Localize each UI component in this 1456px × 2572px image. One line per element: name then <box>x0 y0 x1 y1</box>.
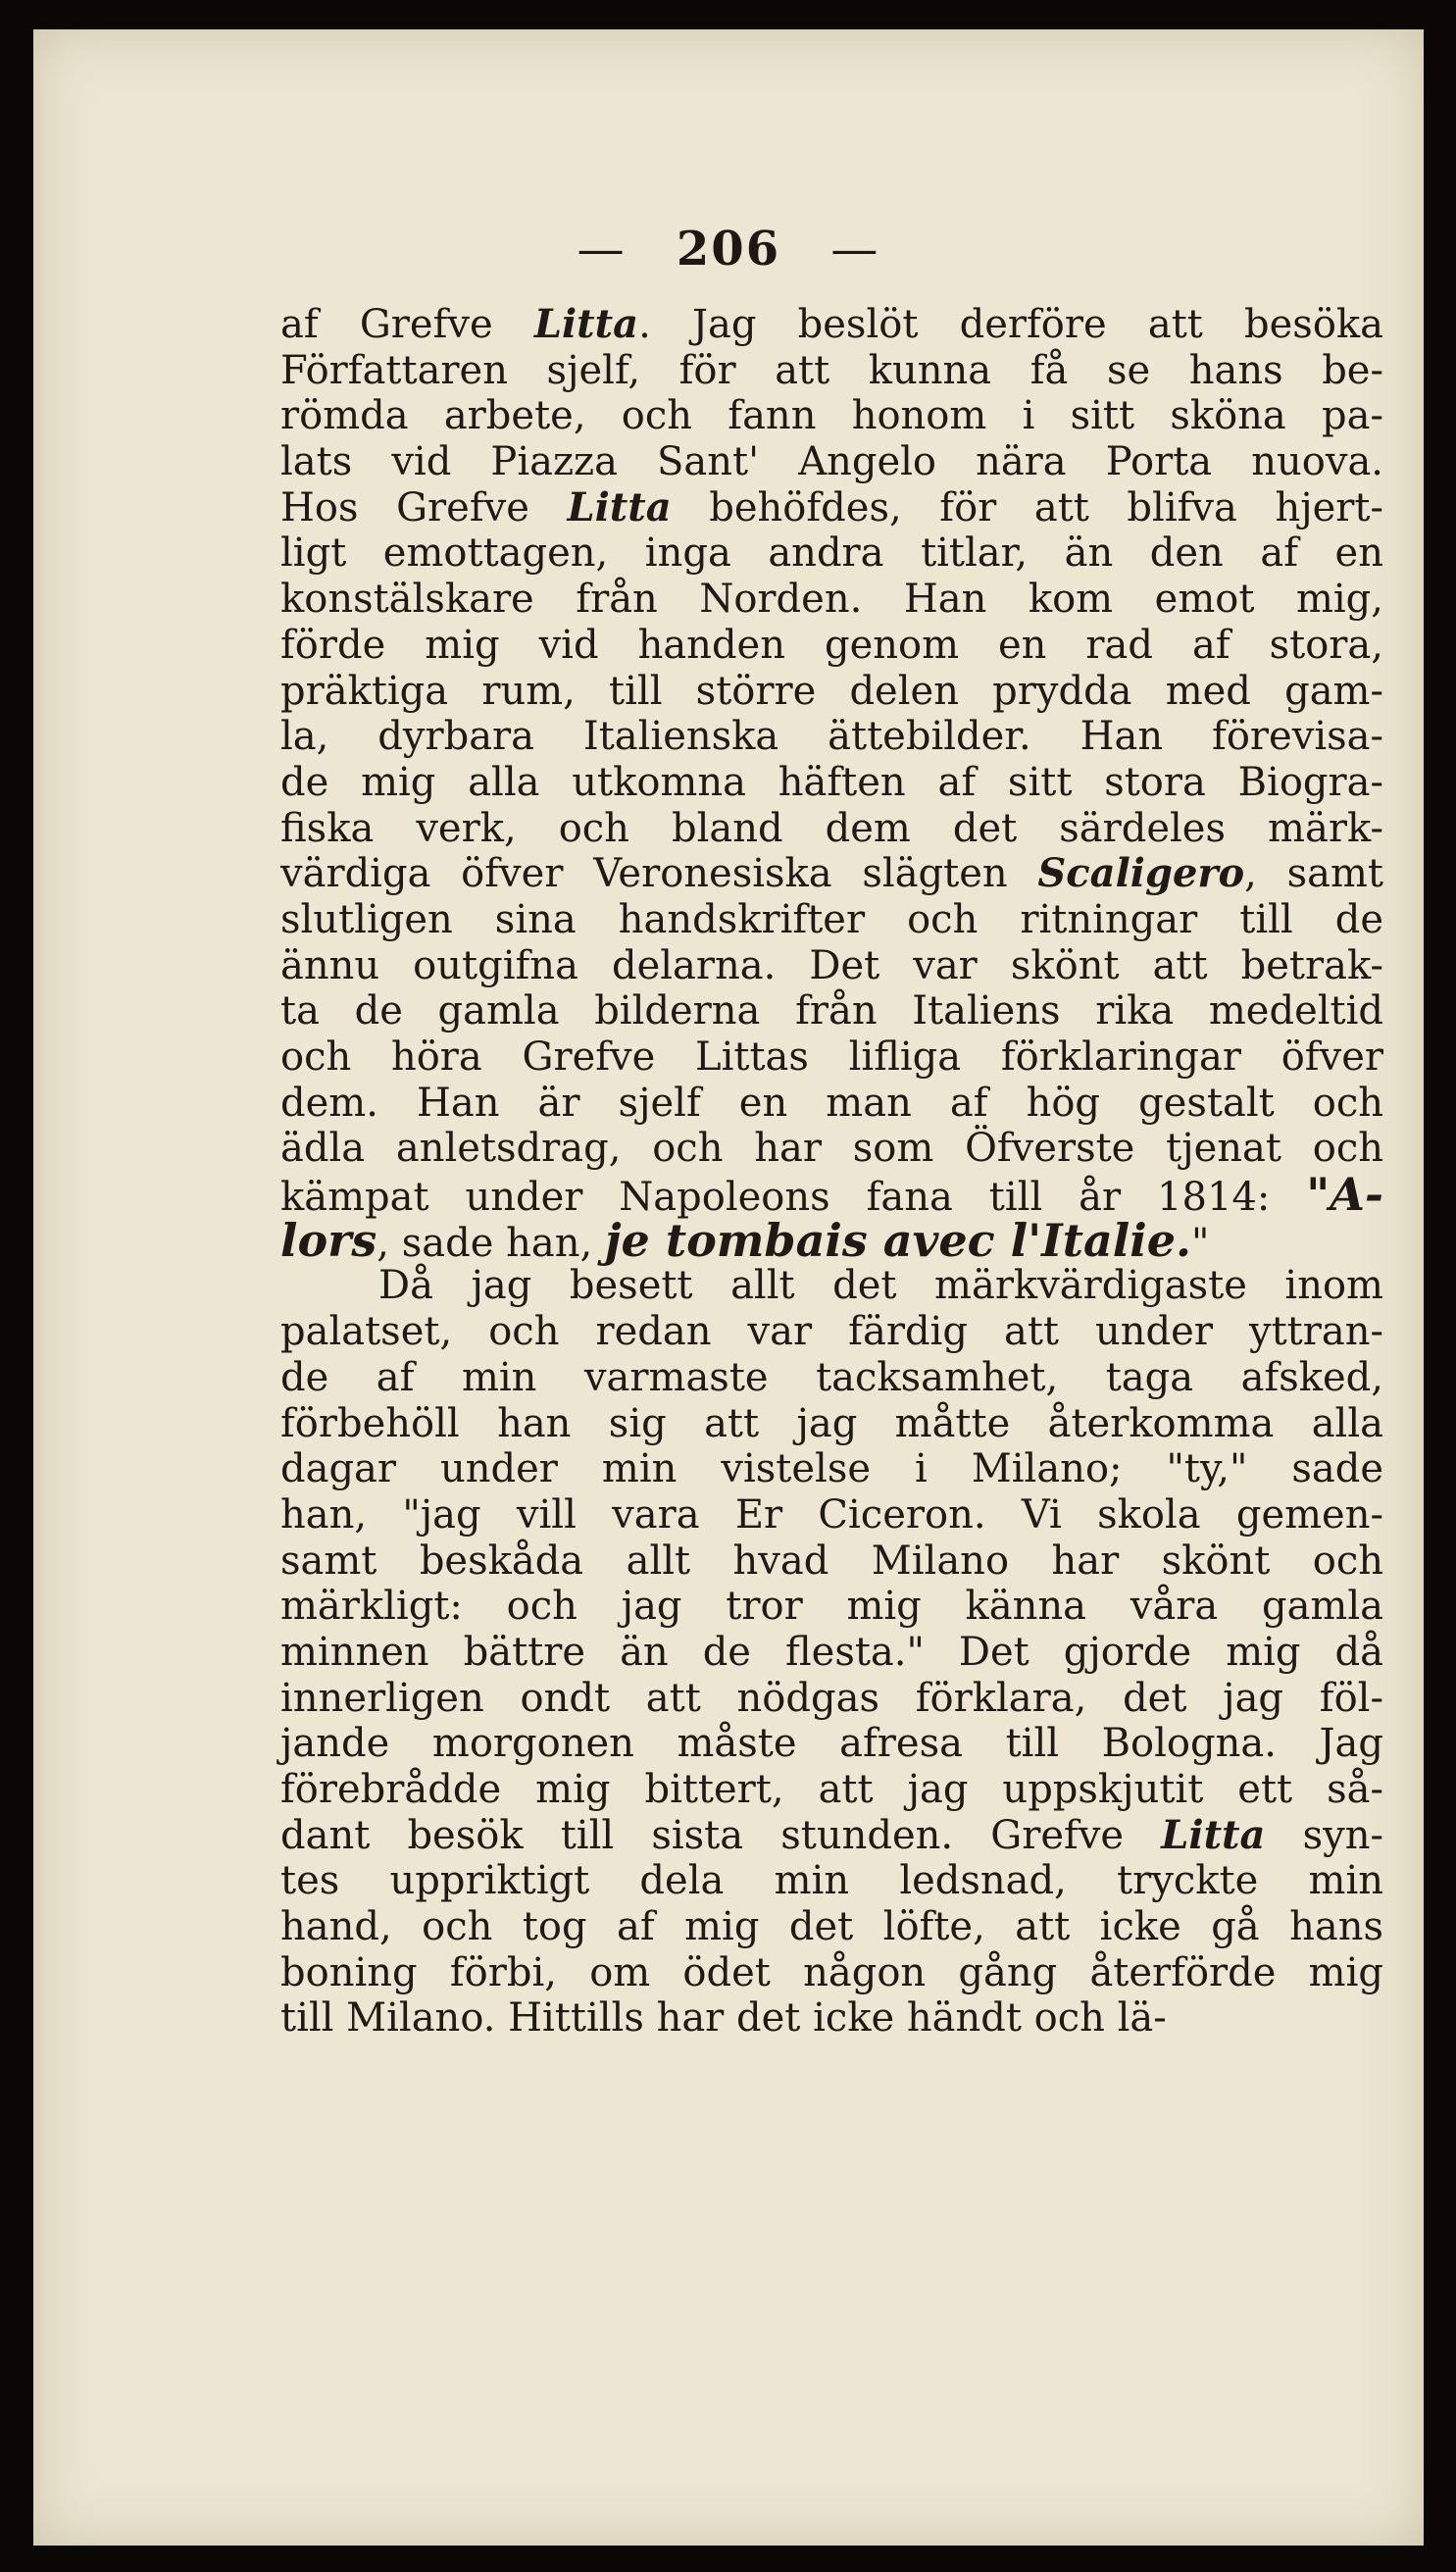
text-run: till Milano. Hittills har det icke händt och lä- <box>280 1995 1167 2042</box>
text-line <box>280 1904 1383 1950</box>
text-line <box>280 1676 1383 1722</box>
text-run: jande morgonen måste afresa till Bologna. Jag <box>280 1721 1383 1767</box>
book-page <box>33 29 1424 2546</box>
text-run: de mig alla utkomna häften af sitt stora Biogra- <box>280 759 1383 805</box>
body-text <box>280 302 1383 2042</box>
text-run: " <box>1190 1220 1210 1266</box>
text-line <box>280 1168 1383 1222</box>
text-run: dagar under min vistelse i Milano; "ty," sade <box>280 1446 1383 1492</box>
text-line <box>280 348 1383 394</box>
text-run: ännu outgifna delarna. Det var skönt att betrak- <box>280 942 1383 988</box>
text-line <box>280 1630 1383 1676</box>
text-line <box>280 1538 1383 1585</box>
text-line <box>280 623 1383 669</box>
text-run: ädla anletsdrag, och har som Öfverste tjenat och <box>280 1126 1383 1172</box>
text-line <box>280 577 1383 623</box>
text-line <box>280 1126 1383 1172</box>
text-line <box>280 669 1383 715</box>
text-line <box>280 1034 1383 1081</box>
text-run: samt beskåda allt hvad Milano har skönt och <box>280 1538 1383 1584</box>
text-run: präktiga rum, till större delen prydda med gam- <box>280 668 1383 714</box>
text-line <box>280 1584 1383 1630</box>
text-run: dem. Han är sjelf en man af hög gestalt och <box>280 1080 1383 1126</box>
text-line <box>280 1950 1383 1996</box>
text-run: innerligen ondt att nödgas förklara, det jag föl- <box>280 1675 1383 1721</box>
text-run: ta de gamla bilderna från Italiens rika medeltid <box>280 988 1383 1034</box>
text-line <box>280 851 1383 897</box>
text-run: och höra Grefve Littas lifliga förklaringar öfver <box>280 1034 1383 1080</box>
text-run: Hos Grefve <box>280 484 568 530</box>
text-line <box>280 806 1383 852</box>
text-line <box>280 439 1383 485</box>
italic-name: Scaligero <box>1037 850 1245 897</box>
text-run: tes uppriktigt dela min ledsnad, tryckte min <box>280 1858 1383 1904</box>
text-line <box>280 1355 1383 1401</box>
text-run: slutligen sina handskrifter och ritningar till de <box>280 896 1383 942</box>
text-run: kämpat under Napoleons fana till år 1814: <box>280 1175 1307 1221</box>
text-run: , samt <box>1244 851 1383 897</box>
italic-name: je tombais avec l'Italie. <box>604 1213 1191 1267</box>
text-run: syn- <box>1265 1812 1384 1858</box>
text-run: märkligt: och jag tror mig känna våra gamla <box>280 1584 1383 1630</box>
italic-name: Litta <box>567 483 672 530</box>
text-run: Författaren sjelf, för att kunna få se hans be- <box>280 347 1383 393</box>
text-line <box>280 1263 1383 1309</box>
text-line <box>280 1446 1383 1492</box>
text-line <box>280 1995 1383 2042</box>
page-header <box>33 222 1424 277</box>
text-line <box>280 1309 1383 1355</box>
text-run: boning förbi, om ödet någon gång återförde mig <box>280 1949 1383 1995</box>
text-line <box>280 1492 1383 1538</box>
text-run: ligt emottagen, inga andra titlar, än den af en <box>280 530 1383 577</box>
text-run: dant besök till sista stunden. Grefve <box>280 1812 1162 1858</box>
text-run: de af min varmaste tacksamhet, taga afsked, <box>280 1354 1383 1400</box>
text-line <box>280 393 1383 439</box>
text-run: af Grefve <box>280 302 534 347</box>
text-line <box>280 1401 1383 1447</box>
text-run: behöfdes, för att blifva hjert- <box>671 484 1383 530</box>
text-line <box>280 988 1383 1034</box>
text-run: förebrådde mig bittert, att jag uppskjutit ett så- <box>280 1767 1383 1812</box>
header-dash-left: — <box>577 222 627 277</box>
text-line <box>280 485 1383 531</box>
text-line <box>280 897 1383 943</box>
text-line <box>280 1813 1383 1859</box>
italic-name: Litta <box>1161 1811 1266 1858</box>
text-run: värdiga öfver Veronesiska slägten <box>280 851 1038 897</box>
italic-name: "A- <box>1306 1168 1383 1222</box>
text-run: römda arbete, och fann honom i sitt sköna pa- <box>280 393 1383 439</box>
text-line <box>280 1721 1383 1767</box>
text-run: hand, och tog af mig det löfte, att icke gå hans <box>280 1904 1383 1950</box>
text-run: minnen bättre än de flesta." Det gjorde mig då <box>280 1629 1383 1675</box>
text-line <box>280 714 1383 760</box>
text-line <box>280 1858 1383 1904</box>
text-run: han, "jag vill vara Er Ciceron. Vi skola gemen- <box>280 1491 1383 1538</box>
text-run: konstälskare från Norden. Han kom emot mig, <box>280 577 1383 623</box>
text-run: lats vid Piazza Sant' Angelo nära Porta nuova. <box>280 439 1383 485</box>
italic-name: lors <box>280 1213 377 1267</box>
text-line <box>280 530 1383 577</box>
header-dash-right: — <box>830 222 880 277</box>
text-run: palatset, och redan var färdig att under yttran- <box>280 1309 1383 1355</box>
text-line <box>280 1767 1383 1813</box>
text-run: la, dyrbara Italienska ättebilder. Han förevisa- <box>280 714 1383 760</box>
text-run: förbehöll han sig att jag måtte återkomma alla <box>280 1400 1383 1446</box>
italic-name: Litta <box>533 301 639 347</box>
text-line <box>280 302 1383 348</box>
text-run: Då jag besett allt det märkvärdigaste inom <box>378 1263 1383 1309</box>
text-run: , sade han, <box>377 1220 605 1266</box>
page-number: 206 <box>676 222 781 277</box>
text-line <box>280 760 1383 806</box>
text-run: . Jag beslöt derföre att besöka <box>638 302 1384 347</box>
text-line <box>280 943 1383 989</box>
text-run: fiska verk, och bland dem det särdeles märk- <box>280 805 1383 851</box>
text-run: förde mig vid handen genom en rad af stora, <box>280 622 1383 668</box>
text-line <box>280 1213 1383 1267</box>
text-line <box>280 1081 1383 1127</box>
